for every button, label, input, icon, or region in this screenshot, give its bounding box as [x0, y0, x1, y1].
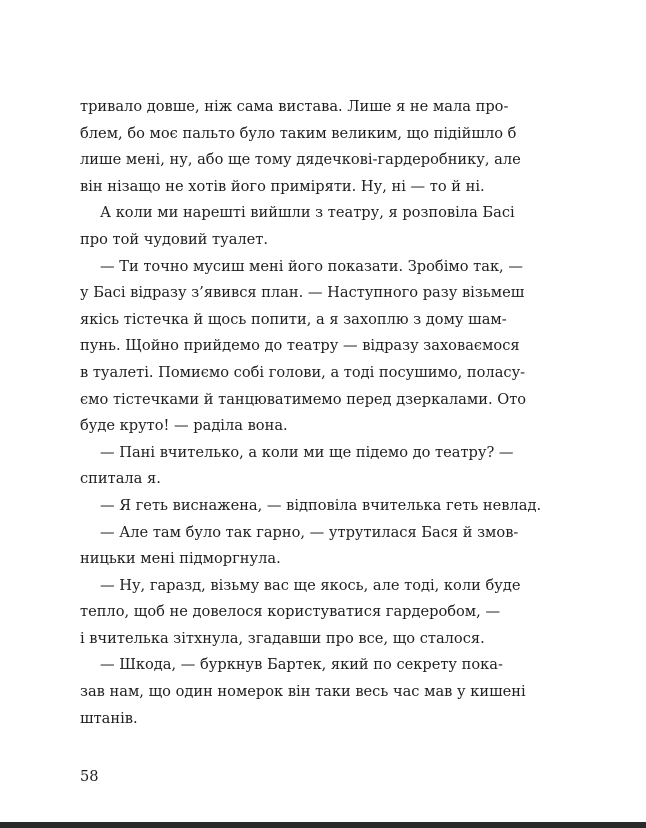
text-line: — Шкода, — буркнув Бартек, який по секрету пока-: [100, 656, 503, 674]
text-line: у Басі відразу з’явився план. — Наступного разу візьмеш: [80, 284, 525, 302]
text-line: він нізащо не хотів його приміряти. Ну, ні — то й ні.: [80, 177, 485, 195]
page-number: 58: [80, 768, 99, 785]
text-line: блем, бо моє пальто було таким великим, що підійшло б: [80, 124, 517, 142]
page-bottom-edge: [0, 822, 646, 828]
text-line: — Але там було так гарно, — утрутилася Бася й змов-: [100, 523, 519, 541]
text-line: пунь. Щойно прийдемо до театру — відразу заховаємося: [80, 337, 520, 355]
text-line: спитала я.: [80, 470, 161, 488]
text-line: в туалеті. Помиємо собі голови, а тоді посушимо, поласу-: [80, 363, 526, 381]
text-line: — Я геть виснажена, — відповіла вчителька геть невлад.: [100, 496, 542, 514]
text-line: тепло, щоб не довелося користуватися гардеробом, —: [80, 603, 501, 621]
text-line: — Ти точно мусиш мені його показати. Зробімо так, —: [100, 257, 523, 275]
text-line: лише мені, ну, або ще тому дядечкові-гардеробнику, але: [80, 151, 521, 169]
text-line: — Пані вчителько, а коли ми ще підемо до театру? —: [100, 443, 514, 461]
text-line: ницьки мені підморгнула.: [80, 550, 281, 568]
text-line: буде круто! — раділа вона.: [80, 417, 288, 435]
text-line: ємо тістечками й танцюватимемо перед дзеркалами. Ото: [80, 390, 527, 408]
text-line: про той чудовий туалет.: [80, 230, 269, 248]
body-text: [80, 94, 580, 732]
text-line: якісь тістечка й щось попити, а я захоплю з дому шам-: [80, 310, 507, 328]
text-line: тривало довше, ніж сама вистава. Лише я не мала про-: [80, 98, 509, 115]
text-line: зав нам, що один номерок він таки весь час мав у кишені: [80, 683, 526, 701]
text-line: і вчителька зітхнула, згадавши про все, що сталося.: [80, 629, 485, 647]
text-line: штанів.: [80, 709, 138, 727]
text-line: А коли ми нарешті вийшли з театру, я розповіла Басі: [100, 204, 515, 222]
text-line: — Ну, гаразд, візьму вас ще якось, але тоді, коли буде: [100, 576, 521, 594]
